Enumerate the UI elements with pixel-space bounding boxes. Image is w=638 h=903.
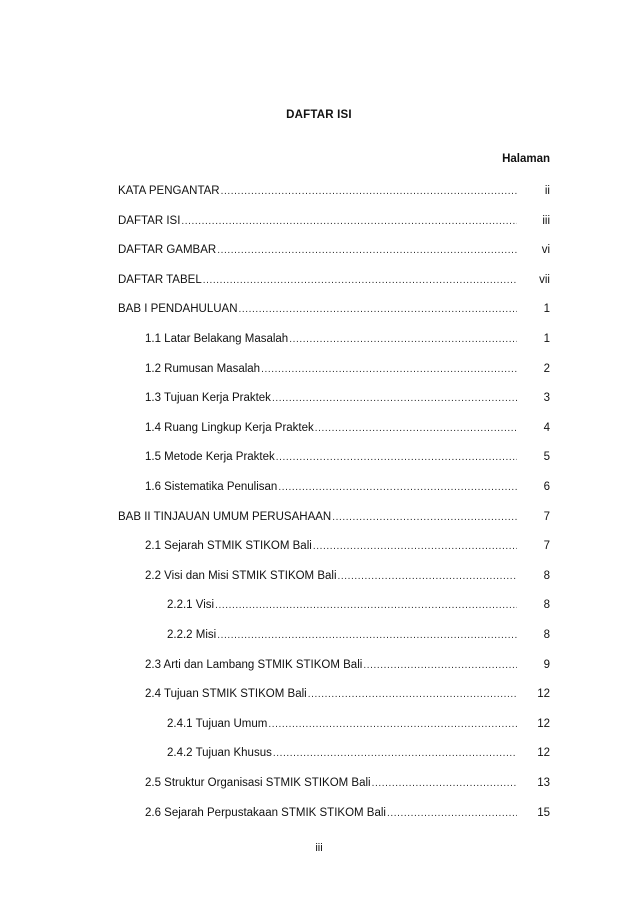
toc-entry-page: ii	[544, 185, 550, 197]
toc-entry	[145, 568, 550, 584]
toc-entry	[118, 242, 550, 258]
toc-entry	[167, 745, 550, 761]
toc-entry	[118, 301, 550, 317]
toc-entry-title: KATA PENGANTAR	[118, 185, 220, 197]
toc-entry-title: DAFTAR TABEL	[118, 274, 202, 286]
toc-entry	[118, 509, 550, 525]
toc-entry-title: 2.6 Sejarah Perpustakaan STMIK STIKOM Bali	[145, 807, 386, 819]
toc-entry	[145, 657, 550, 673]
toc-dot-leader	[332, 510, 517, 526]
toc-entry	[145, 449, 550, 465]
toc-dot-leader	[181, 214, 517, 230]
toc-dot-leader	[215, 598, 517, 614]
toc-entry-page: 7	[543, 540, 550, 552]
toc-entry-page: iii	[542, 215, 550, 227]
toc-dot-leader	[261, 362, 517, 378]
toc-entry-page: 12	[537, 688, 550, 700]
toc-entry-title: 2.1 Sejarah STMIK STIKOM Bali	[145, 540, 312, 552]
toc-entry	[167, 716, 550, 732]
toc-entry	[118, 183, 550, 199]
toc-dot-leader	[239, 302, 517, 318]
toc-entry	[145, 805, 550, 821]
toc-dot-leader	[313, 539, 517, 555]
toc-entry-page: vi	[541, 244, 550, 256]
page-column-header: Halaman	[502, 153, 550, 165]
toc-entry-title: 1.1 Latar Belakang Masalah	[145, 333, 289, 345]
toc-entry-title: 1.3 Tujuan Kerja Praktek	[145, 392, 271, 404]
toc-entry	[145, 331, 550, 347]
toc-entry-title: 1.2 Rumusan Masalah	[145, 363, 261, 375]
toc-entry-page: 8	[543, 629, 550, 641]
toc-entry	[145, 361, 550, 377]
toc-entry-title: BAB II TINJAUAN UMUM PERUSAHAAN	[118, 511, 332, 523]
toc-entry-page: 15	[537, 807, 550, 819]
toc-entry	[145, 390, 550, 406]
toc-entry-title: 2.4.2 Tujuan Khusus	[167, 747, 272, 759]
toc-entry-page: 12	[537, 747, 550, 759]
toc-entry	[145, 420, 550, 436]
toc-entry-title: DAFTAR ISI	[118, 215, 181, 227]
page-number: iii	[315, 842, 323, 854]
toc-entry-title: 2.3 Arti dan Lambang STMIK STIKOM Bali	[145, 659, 363, 671]
toc-entry-page: 3	[543, 392, 550, 404]
toc-entry-page: 6	[543, 481, 550, 493]
toc-entry-page: 12	[537, 718, 550, 730]
toc-dot-leader	[217, 628, 517, 644]
toc-dot-leader	[276, 450, 517, 466]
page-title: DAFTAR ISI	[286, 109, 352, 121]
toc-entry-title: 1.4 Ruang Lingkup Kerja Praktek	[145, 422, 314, 434]
toc-entry-title: 1.6 Sistematika Penulisan	[145, 481, 278, 493]
toc-dot-leader	[221, 184, 517, 200]
toc-entry-page: 8	[543, 570, 550, 582]
toc-entry-title: 2.5 Struktur Organisasi STMIK STIKOM Bali	[145, 777, 371, 789]
toc-dot-leader	[217, 243, 517, 259]
toc-entry	[145, 479, 550, 495]
toc-dot-leader	[268, 717, 517, 733]
toc-entry-title: 2.4.1 Tujuan Umum	[167, 718, 268, 730]
toc-entry	[145, 538, 550, 554]
toc-entry-page: vii	[539, 274, 550, 286]
toc-dot-leader	[315, 421, 517, 437]
toc-entry-title: 2.2.1 Visi	[167, 599, 215, 611]
toc-entry-page: 1	[543, 333, 550, 345]
toc-entry-page: 8	[543, 599, 550, 611]
toc-dot-leader	[372, 776, 517, 792]
toc-dot-leader	[308, 687, 517, 703]
toc-dot-leader	[273, 746, 517, 762]
toc-entry	[167, 597, 550, 613]
toc-entry	[167, 627, 550, 643]
toc-entry	[145, 686, 550, 702]
toc-entry-title: 1.5 Metode Kerja Praktek	[145, 451, 275, 463]
toc-entry-title: 2.2.2 Misi	[167, 629, 217, 641]
toc-entry-page: 7	[543, 511, 550, 523]
toc-entry-page: 4	[543, 422, 550, 434]
toc-entry	[118, 272, 550, 288]
toc-entry-page: 5	[543, 451, 550, 463]
toc-entry-page: 2	[543, 363, 550, 375]
toc-entry	[118, 213, 550, 229]
toc-dot-leader	[203, 273, 517, 289]
toc-entry-page: 1	[543, 303, 550, 315]
toc-dot-leader	[363, 658, 517, 674]
toc-entry-title: 2.4 Tujuan STMIK STIKOM Bali	[145, 688, 307, 700]
toc-dot-leader	[387, 806, 517, 822]
toc-dot-leader	[278, 480, 517, 496]
toc-entry-page: 9	[543, 659, 550, 671]
toc-entry-title: 2.2 Visi dan Misi STMIK STIKOM Bali	[145, 570, 337, 582]
toc-dot-leader	[272, 391, 517, 407]
toc-dot-leader	[338, 569, 517, 585]
toc-entry-title: BAB I PENDAHULUAN	[118, 303, 238, 315]
toc-entry	[145, 775, 550, 791]
toc-entry-title: DAFTAR GAMBAR	[118, 244, 217, 256]
toc-entry-page: 13	[537, 777, 550, 789]
toc-dot-leader	[289, 332, 517, 348]
